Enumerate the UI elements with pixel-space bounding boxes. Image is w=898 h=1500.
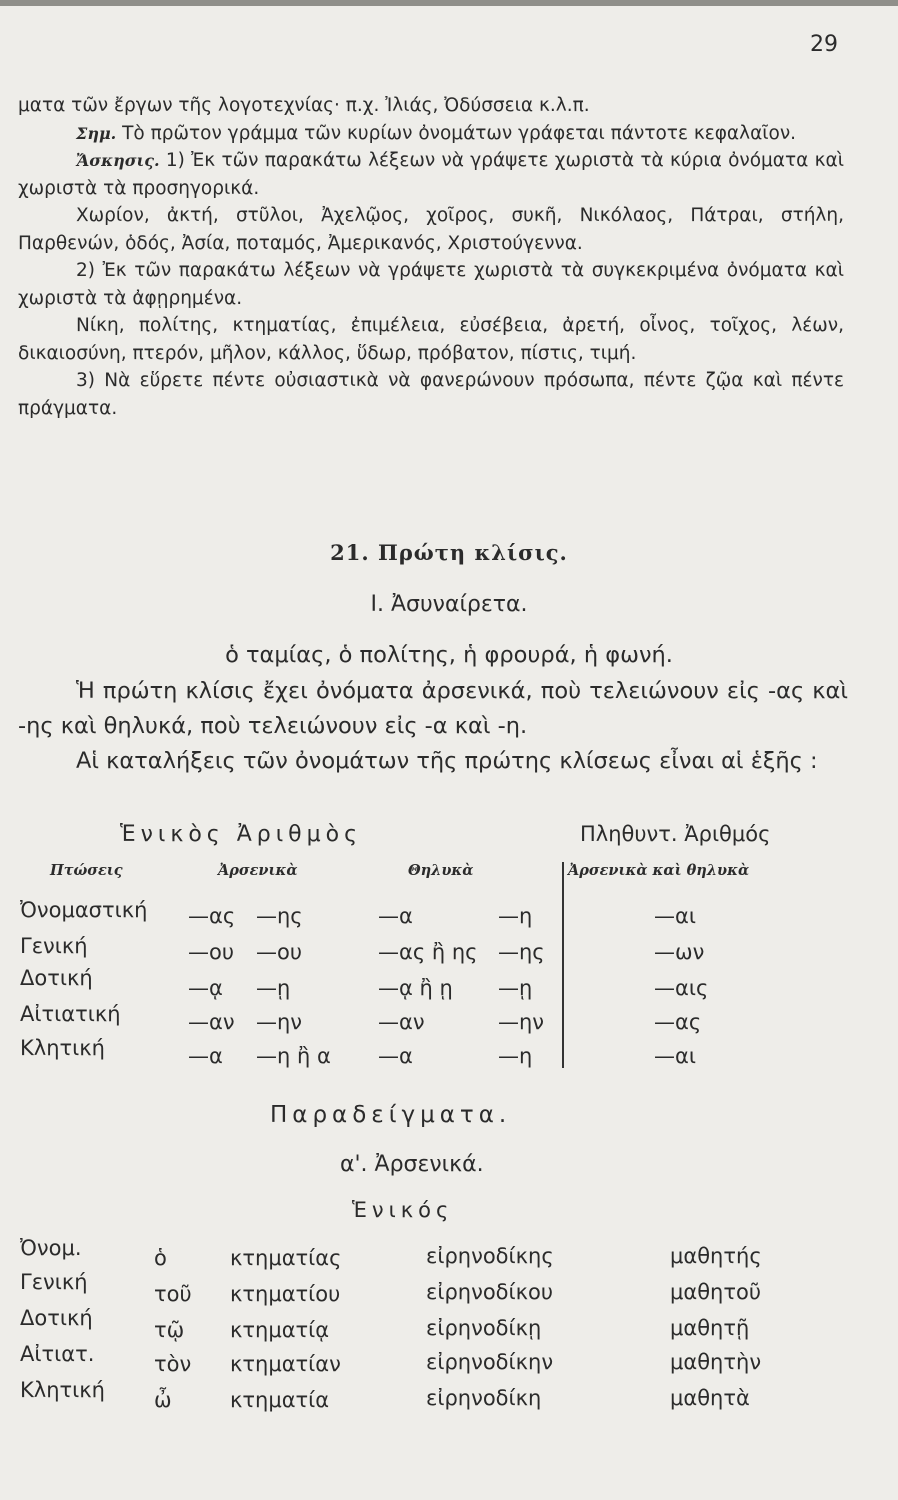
header-feminine: Θηλυκὰ [408, 862, 474, 879]
word-eirinodikis: εἰρηνοδίκῃ [426, 1316, 542, 1340]
examples-subtitle: α'. Ἀρσενικά. [340, 1152, 484, 1177]
masc-ending-2: —η ἢ α [256, 1044, 331, 1068]
plural-ending: —ας [654, 1010, 702, 1034]
masc-ending-2: —ῃ [256, 976, 291, 1000]
rule-2: Αἱ καταλήξεις τῶν ὀνομάτων τῆς πρώτης κλίσεως εἶναι αἱ ἑξῆς : [76, 748, 818, 774]
word-mathitis: μαθητής [670, 1244, 762, 1268]
body-text-top [18, 92, 844, 422]
rule-1: Ἡ πρώτη κλίσις ἔχει ὀνόματα ἀρσενικά, ποὺ τελειώνουν εἰς -ας καὶ -ης καὶ θηλυκά, ποὺ τελειώνουν εἰς -α καὶ -η. [18, 678, 848, 739]
case-label: Γενική [20, 934, 88, 958]
page-top-edge [0, 0, 898, 6]
word-mathitis: μαθητὴν [670, 1350, 762, 1374]
case-label: Κλητική [20, 1036, 105, 1060]
word-eirinodikis: εἰρηνοδίκου [426, 1280, 554, 1304]
fem-ending-1: —ας ἢ ης [378, 940, 478, 964]
word-ktimatias: κτηματία [230, 1388, 330, 1412]
masc-ending-1: —ᾳ [188, 976, 223, 1000]
fem-ending-2: —ην [498, 1010, 545, 1034]
article: τοῦ [154, 1282, 192, 1306]
singular-title: Ἑνικὸς Ἀριθμὸς [120, 822, 362, 847]
fem-ending-2: —ης [498, 940, 545, 964]
exercise-1-text: 1) Ἐκ τῶν παρακάτω λέξεων νὰ γράψετε χωριστὰ τὰ κύρια ὀνόματα καὶ χωριστὰ τὰ προσηγορικά. [18, 150, 844, 199]
header-cases: Πτώσεις [50, 862, 123, 879]
plural-ending: —αι [654, 904, 696, 928]
word-eirinodikis: εἰρηνοδίκην [426, 1350, 554, 1374]
note-text: Τὸ πρῶτον γράμμα τῶν κυρίων ὀνομάτων γράφεται πάντοτε κεφαλαῖον. [122, 122, 797, 144]
plural-title: Πληθυντ. Ἀριθμός [580, 822, 771, 846]
word-mathitis: μαθητὰ [670, 1386, 750, 1410]
exercise-3: 3) Νὰ εὕρετε πέντε οὐσιαστικὰ νὰ φανερώνουν πρόσωπα, πέντε ζῷα καὶ πέντε πράγματα. [18, 370, 844, 419]
plural-ending: —αις [654, 976, 709, 1000]
masc-ending-2: —ης [256, 904, 303, 928]
examples-number-heading: Ἑνικός [352, 1198, 454, 1222]
fem-ending-1: —ᾳ ἢ ῃ [378, 976, 453, 1000]
masc-ending-2: —ην [256, 1010, 303, 1034]
word-mathitis: μαθητῇ [670, 1316, 750, 1340]
masc-ending-1: —α [188, 1044, 223, 1068]
plural-ending: —ων [654, 940, 705, 964]
article: ὁ [154, 1246, 167, 1270]
fem-ending-2: —ῃ [498, 976, 533, 1000]
header-plural: Ἀρσενικὰ καὶ θηλυκὰ [568, 862, 750, 879]
article: τὸν [154, 1352, 192, 1376]
case-label: Δοτική [20, 1306, 93, 1330]
note-paragraph [18, 120, 844, 148]
case-label: Αἰτιατ. [20, 1342, 95, 1366]
fem-ending-1: —α [378, 1044, 413, 1068]
paragraph-continuation: ματα τῶν ἔργων τῆς λογοτεχνίας· π.χ. Ἰλιάς, Ὀδύσσεια κ.λ.π. [18, 95, 590, 116]
exercise-1-words: Χωρίον, ἀκτή, στῦλοι, Ἀχελῷος, χοῖρος, συκῆ, Νικόλαος, Πάτραι, στήλη, Παρθενών, ὁδός, Ἀσία, ποταμός, Ἀμερικανός, Χριστούγεννα. [18, 205, 844, 254]
case-label: Δοτική [20, 966, 93, 990]
article: ὦ [154, 1388, 172, 1412]
exercise-2: 2) Ἐκ τῶν παρακάτω λέξεων νὰ γράψετε χωριστὰ τὰ συγκεκριμένα ὀνόματα καὶ χωριστὰ τὰ ἀφῃρημένα. [18, 260, 844, 309]
fem-ending-2: —η [498, 1044, 533, 1068]
article: τῷ [154, 1318, 185, 1342]
fem-ending-1: —αν [378, 1010, 425, 1034]
fem-ending-2: —η [498, 904, 533, 928]
plural-ending: —αι [654, 1044, 696, 1068]
masc-ending-1: —αν [188, 1010, 235, 1034]
header-masculine: Ἀρσενικὰ [218, 862, 298, 879]
example-nouns-line: ὁ ταμίας, ὁ πολίτης, ἡ φρουρά, ἡ φωνή. [225, 642, 673, 668]
word-ktimatias: κτηματίου [230, 1282, 341, 1306]
word-ktimatias: κτηματίας [230, 1246, 342, 1270]
note-label: Σημ. [76, 123, 117, 143]
case-label: Ὀνομ. [20, 1236, 82, 1260]
rules-block [18, 674, 848, 779]
exercise-label: Ἄσκησις. [76, 151, 160, 170]
case-label: Αἰτιατική [20, 1002, 121, 1026]
word-ktimatias: κτηματίαν [230, 1352, 341, 1376]
masc-ending-1: —ας [188, 904, 236, 928]
word-eirinodikis: εἰρηνοδίκη [426, 1386, 542, 1410]
word-eirinodikis: εἰρηνοδίκης [426, 1244, 554, 1268]
masc-ending-1: —ου [188, 940, 234, 964]
examples-title: Παραδείγματα. [270, 1102, 512, 1128]
case-label: Ὀνομαστική [20, 898, 148, 922]
fem-ending-1: —α [378, 904, 413, 928]
masc-ending-2: —ου [256, 940, 302, 964]
section-title: 21. Πρώτη κλίσις. [330, 540, 568, 565]
case-label: Γενική [20, 1270, 88, 1294]
exercise-2-words: Νίκη, πολίτης, κτηματίας, ἐπιμέλεια, εὐσέβεια, ἀρετή, οἶνος, τοῖχος, λέων, δικαιοσύνη, πτερόν, μῆλον, κάλλος, ὕδωρ, πρόβατον, πίστις, τιμή. [18, 315, 844, 364]
exercise-1 [18, 147, 844, 202]
case-label: Κλητική [20, 1378, 105, 1402]
word-mathitis: μαθητοῦ [670, 1280, 762, 1304]
page-number: 29 [810, 32, 838, 57]
table-divider [562, 862, 564, 1068]
word-ktimatias: κτηματίᾳ [230, 1318, 330, 1342]
subsection-title: Ι. Ἀσυναίρετα. [370, 592, 528, 617]
